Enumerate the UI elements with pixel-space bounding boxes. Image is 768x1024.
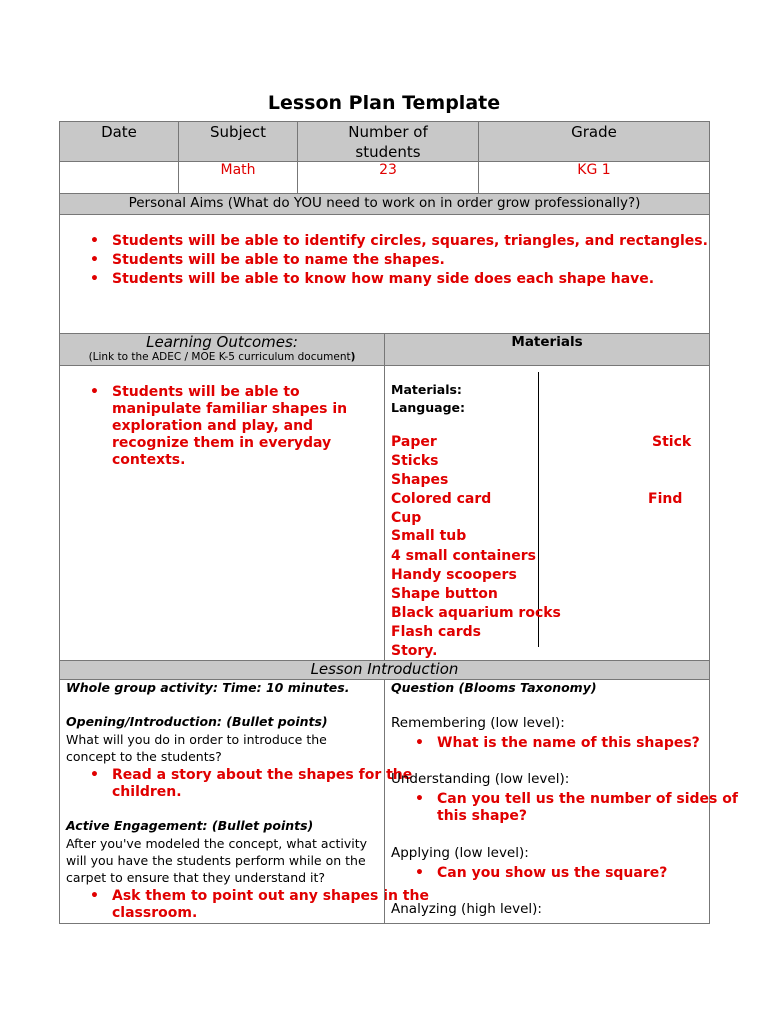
material-item: Sticks [391,453,439,469]
opening-title: Opening/Introduction: (Bullet points) [66,714,328,729]
list-item: • Students will be able to know how many side does each shape have. [112,270,709,289]
materials-header: Materials [511,334,583,350]
list-item: • Can you tell us the number of sides of this shape? [437,791,759,825]
applying-list [385,865,759,882]
header-grade-cell [478,121,710,162]
material-item: Cup [391,510,422,526]
material-item: Story. [391,643,438,659]
list-item: • Students will be able to name the shapes. [112,251,709,270]
list-item: • Can you show us the square? [437,865,759,882]
value-students: 23 [379,162,397,178]
active-engagement-list [60,888,434,922]
learning-outcomes-list [60,384,384,469]
value-date-cell [59,161,179,194]
material-right-item: Find [648,491,683,507]
understanding-label: Understanding (low level): [391,771,570,787]
header-date-cell [59,121,179,162]
language-label: Language: [391,400,466,415]
questions-header: Question (Blooms Taxonomy) [391,680,597,695]
material-item: Shape button [391,586,498,602]
material-item: Flash cards [391,624,481,640]
materials-header-cell [384,333,710,366]
learning-outcomes-subheader: (Link to the ADEC / MOE K-5 curriculum document) [88,351,356,363]
lesson-intro-header: Lesson Introduction [310,660,459,678]
material-right-item: Stick [652,434,692,450]
value-students-cell [297,161,479,194]
learning-outcomes-body [59,365,385,661]
whole-group-activity: Whole group activity: Time: 10 minutes. [66,680,350,695]
material-item: Paper [391,434,437,450]
list-item: • What is the name of this shapes? [437,735,759,752]
personal-aims-body [59,214,710,334]
header-grade: Grade [571,123,617,141]
document-title: Lesson Plan Template [267,92,501,114]
analyzing-label: Analyzing (high level): [391,901,542,917]
material-item: Handy scoopers [391,567,517,583]
opening-list [60,767,434,801]
header-date: Date [101,123,137,141]
personal-aims-header-cell [59,193,710,215]
active-engagement-text: After you've modeled the concept, what activity will you have the students perform while on the carpet to ensure that they understand it? [66,836,368,885]
lesson-intro-left [59,679,429,924]
material-item: Shapes [391,472,449,488]
active-engagement-title: Active Engagement: (Bullet points) [66,818,314,833]
value-grade-cell [478,161,710,194]
value-subject-cell [178,161,298,194]
value-subject: Math [220,162,256,178]
understanding-list [385,791,759,825]
list-item: • Read a story about the shapes for the children. [112,767,434,801]
personal-aims-header: Personal Aims (What do YOU need to work on in order grow professionally?) [128,195,641,211]
opening-text: What will you do in order to introduce the concept to the students? [66,732,327,764]
material-item: Small tub [391,528,467,544]
list-item: • Students will be able to identify circles, squares, triangles, and rectangles. [112,232,709,251]
value-grade: KG 1 [577,162,611,178]
remembering-label: Remembering (low level): [391,715,565,731]
material-item: Colored card [391,491,492,507]
personal-aims-list [60,232,709,289]
header-subject-cell [178,121,298,162]
materials-label: Materials: [391,382,462,397]
header-students: Number of students [348,123,428,161]
learning-outcomes-header-cell [59,333,385,366]
materials-body [384,365,710,661]
list-item: • Ask them to point out any shapes in the classroom. [112,888,434,922]
header-students-cell [297,121,479,162]
applying-label: Applying (low level): [391,845,529,861]
list-item: • Students will be able to manipulate familiar shapes in exploration and play, and recognize them in everyday contexts. [112,384,364,469]
remembering-list [385,735,759,752]
material-item: Black aquarium rocks [391,605,561,621]
learning-outcomes-header: Learning Outcomes: [146,333,298,351]
lesson-intro-right [384,679,738,924]
material-item: 4 small containers [391,548,536,564]
header-subject: Subject [209,123,267,141]
lesson-intro-header-cell [59,660,710,680]
